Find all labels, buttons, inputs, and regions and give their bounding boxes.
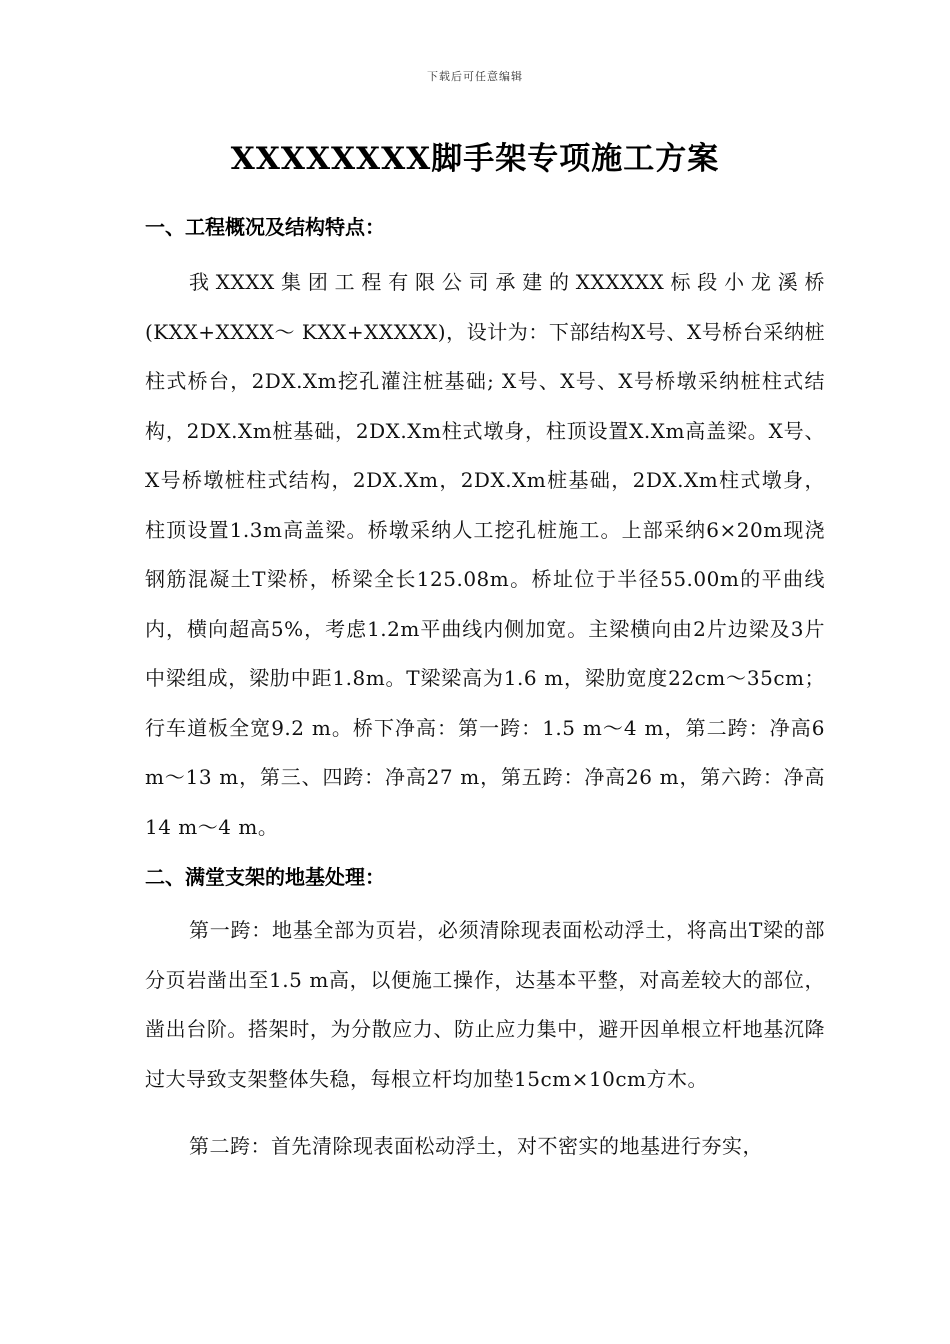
section-heading-foundation: 二、满堂支架的地基处理： — [145, 865, 385, 889]
paragraph-overview: 我XXXX集团工程有限公司承建的XXXXXX标段小龙溪桥(KXX+XXXX～ KXX+XXXXX)，设计为：下部结构X号、X号桥台采纳桩柱式桥台，2DX.Xm挖孔灌注桩基础; X号、X号、X号桥墩采纳桩柱式结构，2DX.Xm桩基础，2DX.Xm柱式墩身，柱顶设置X.Xm高盖梁。X号、X号桥墩桩柱式结构，2DX.Xm，2DX.Xm桩基础，2DX.Xm柱式墩身，柱顶设置1.3m高盖梁。桥墩采纳人工挖孔桩施工。上部采纳6×20m现浇钢筋混凝土T梁桥，桥梁全长125.08m。桥址位于半径55.00m的平曲线内，横向超高5%，考虑1.2m平曲线内侧加宽。主梁横向由2片边梁及3片中梁组成，梁肋中距1.8m。T梁梁高为1.6 m，梁肋宽度22cm～35cm；行车道板全宽9.2 m。桥下净高：第一跨：1.5 m～4 m，第二跨：净高6 m～13 m，第三、四跨：净高27 m，第五跨：净高26 m，第六跨：净高14 m～4 m。 — [145, 270, 825, 839]
section-heading-overview: 一、工程概况及结构特点： — [145, 215, 385, 239]
paragraph-span-two: 第二跨：首先清除现表面松动浮土，对不密实的地基进行夯实， — [189, 1134, 763, 1158]
document-title: XXXXXXXX脚手架专项施工方案 — [230, 141, 720, 177]
header-note: 下载后可任意编辑 — [427, 70, 523, 83]
document-body — [145, 210, 825, 1172]
paragraph-span-one: 第一跨：地基全部为页岩，必须清除现表面松动浮土，将高出T梁的部分页岩凿出至1.5 m高，以便施工操作，达基本平整，对高差较大的部位，凿出台阶。搭架时，为分散应力、防止应力集中，避开因单根立杆地基沉降过大导致支架整体失稳，每根立杆均加垫15cm×10cm方木。 — [145, 918, 825, 1091]
